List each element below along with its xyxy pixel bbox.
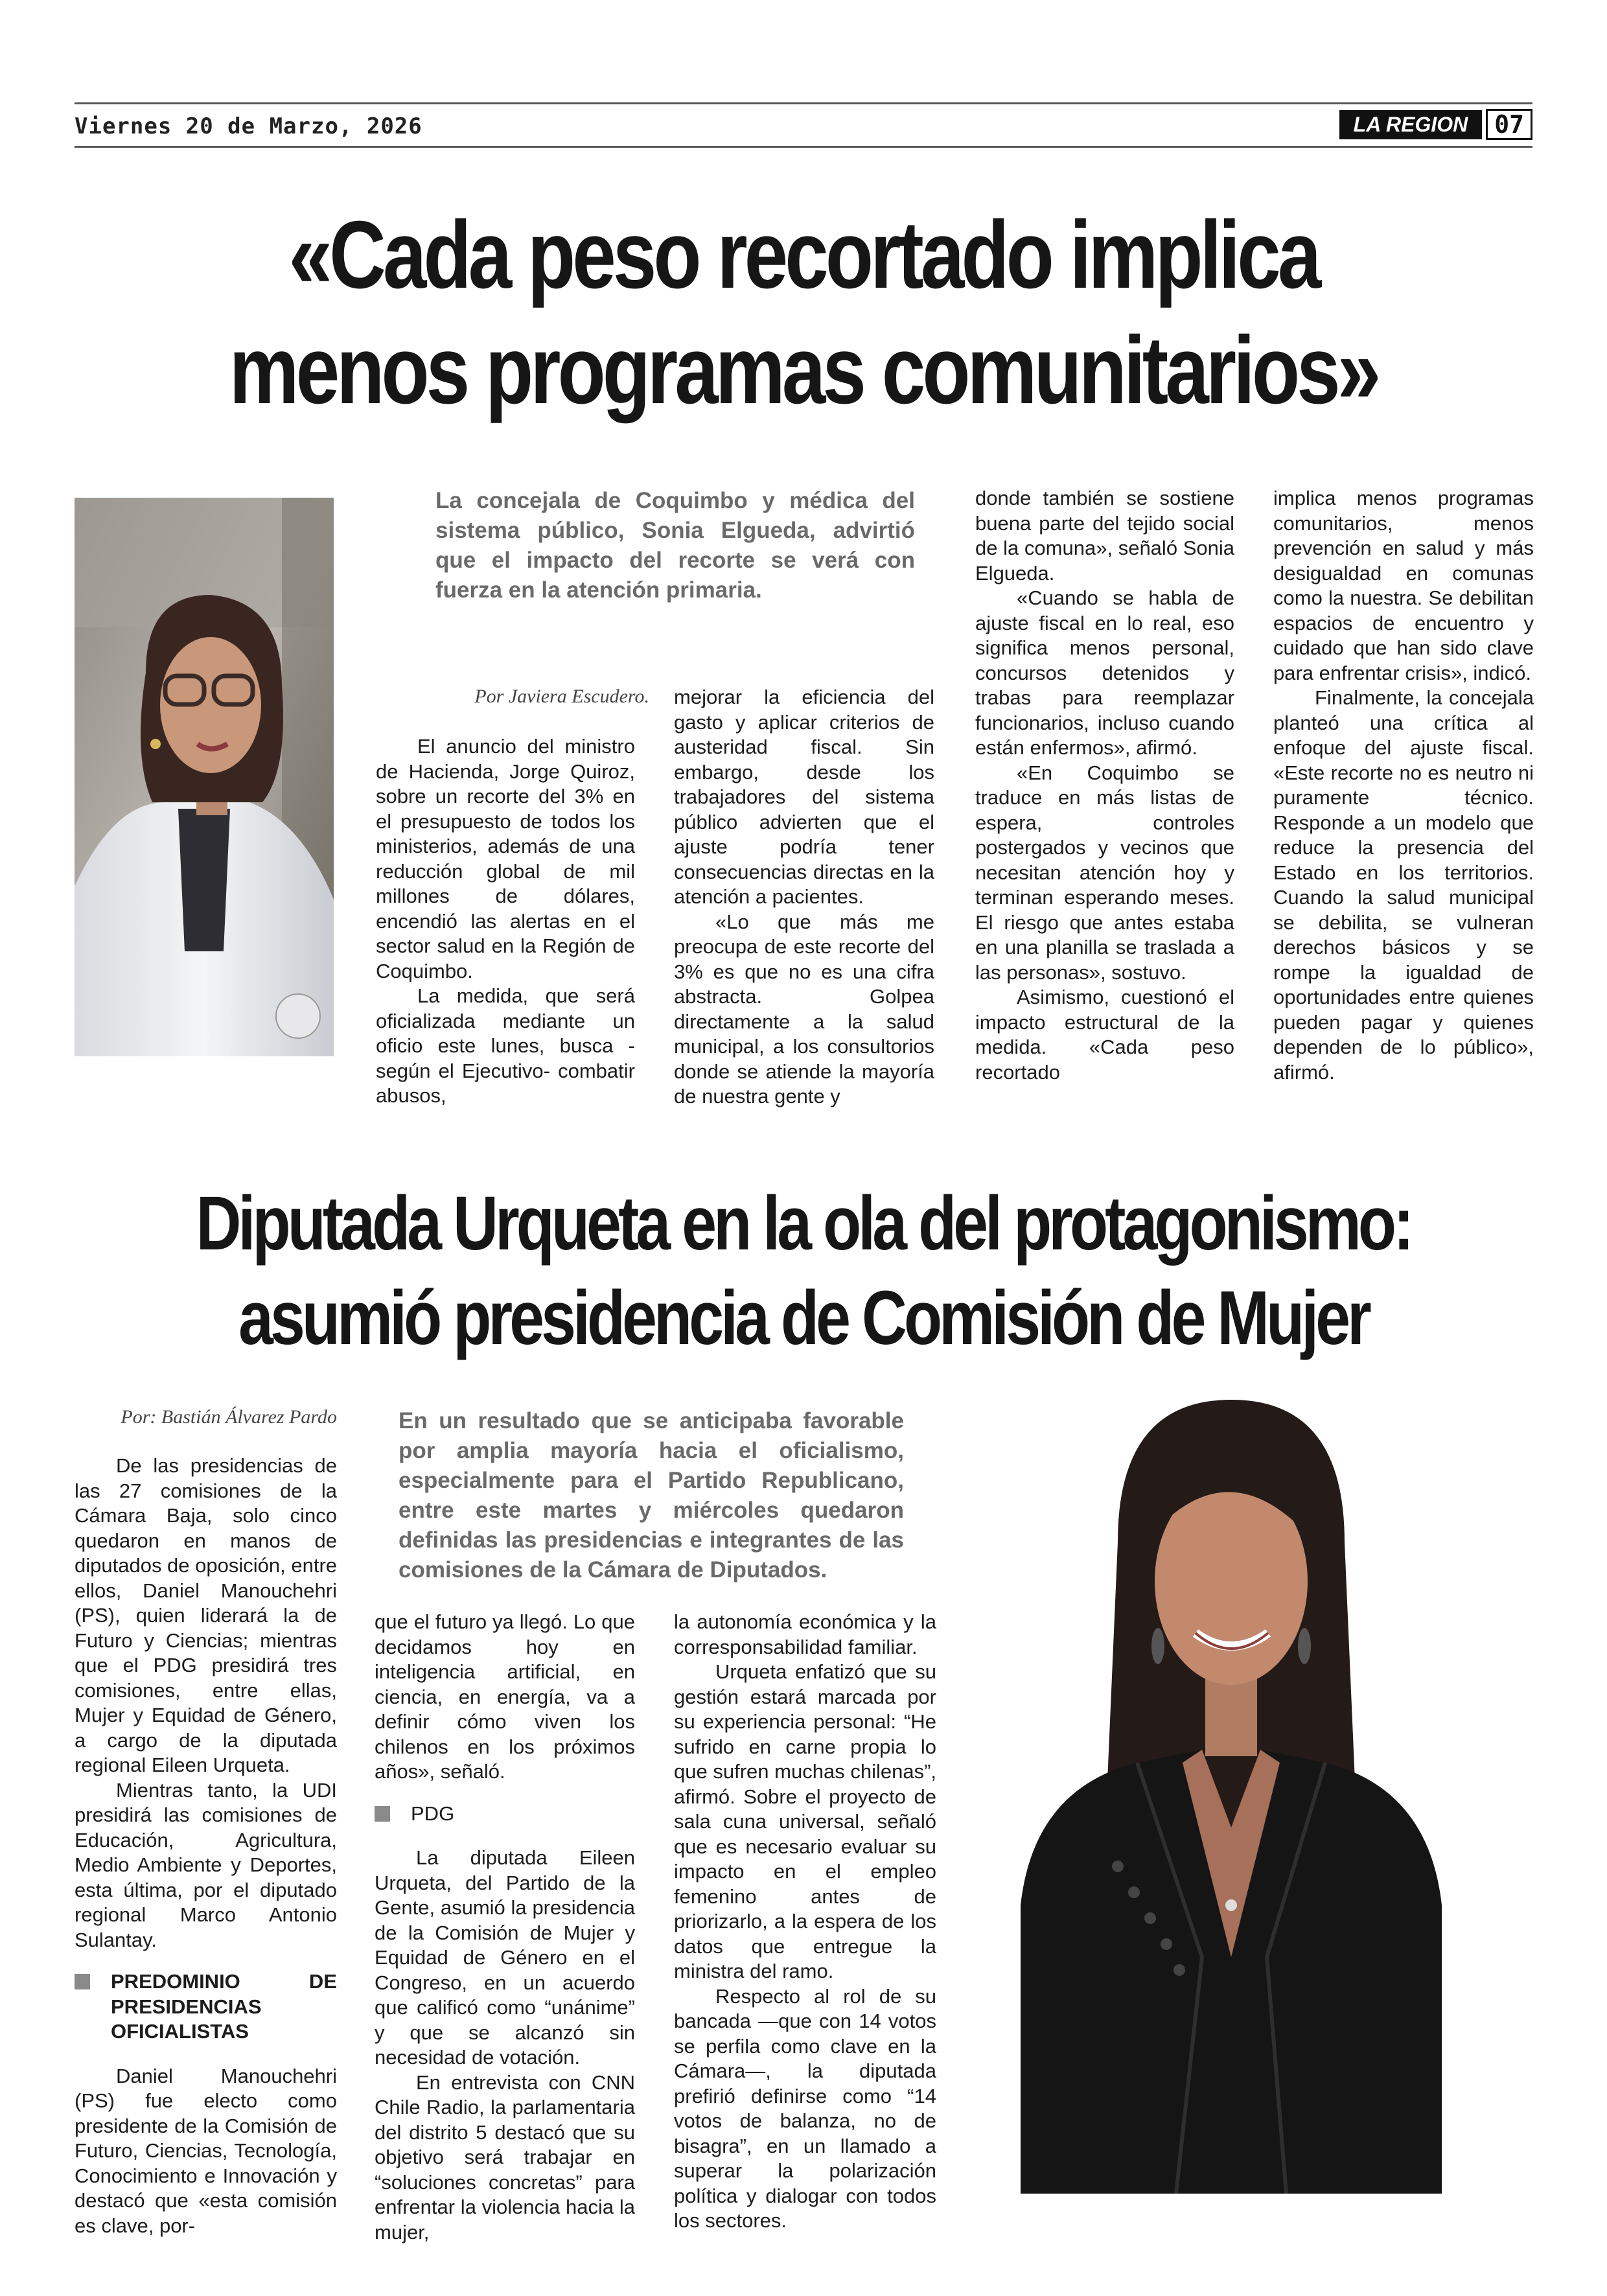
paragraph: la autonomía económica y la corresponsabilidad familiar. <box>674 1610 936 1658</box>
page-number: 07 <box>1486 109 1532 140</box>
paragraph: «Cuando se habla de ajuste fiscal en lo real, eso significa menos personal, concursos detenidos y trabas para reemplazar funcionarios, incluso cuando están enfermos», afirmó. <box>975 586 1234 759</box>
paragraph: «En Coquimbo se traduce en más listas de espera, controles postergados y vecinos que necesitan atención hoy y terminan esperando meses. El riesgo que antes estaba en una planilla se traslada a las personas», sostuvo. <box>975 761 1234 984</box>
bullet-square-icon <box>375 1806 390 1822</box>
article2-column-2 <box>375 1610 635 2245</box>
paragraph: La diputada Eileen Urqueta, del Partido de la Gente, asumió la presidencia de la Comisión de Mujer y Equidad de Género en el Congreso, en un acuerdo que calificó como “unánime” y que se alcanzó sin necesidad de votación. <box>375 1846 635 2069</box>
article1-column-3 <box>975 486 1234 1085</box>
paragraph: donde también se sostiene buena parte del tejido social de la comuna», señaló Sonia Elgueda. <box>975 487 1234 585</box>
paragraph: En entrevista con CNN Chile Radio, la parlamentaria del distrito 5 destacó que su objetivo será trabajar en “soluciones concretas” para enfrentar la violencia hacia la mujer, <box>375 2070 635 2244</box>
article2-column-1 <box>75 1454 337 2238</box>
paragraph: Urqueta enfatizó que su gestión estará marcada por su experiencia personal: “He sufrido en carne propia lo que sufren muchas chilenas”, afirmó. Sobre el proyecto de sala cuna universal, señaló que es necesario evaluar su impacto en el empleo femenino antes de priorizarlo, a la espera de los datos que entregue la ministra del ramo. <box>674 1660 936 1982</box>
header-bottom-rule <box>75 146 1532 148</box>
header-top-rule <box>75 102 1532 104</box>
paragraph: Asimismo, cuestionó el impacto estructural de la medida. «Cada peso recortado <box>975 986 1234 1084</box>
subheading-pdg <box>375 1802 635 1827</box>
paragraph: Daniel Manouchehri (PS) fue electo como presidente de la Comisión de Futuro, Ciencias, Tecnología, Conocimiento e Innovación y destacó que «esta comisión es clave, por- <box>75 2064 337 2237</box>
masthead <box>1339 109 1532 140</box>
paragraph: De las presidencias de las 27 comisiones de la Cámara Baja, solo cinco quedaron en manos de diputados de oposición, entre ellos, Daniel Manouchehri (PS), quien liderará la de Futuro y Ciencias; mientras que el PDG presidirá tres comisiones, entre ellas, Mujer y Equidad de Género, a cargo de la diputada regional Eileen Urqueta. <box>75 1454 338 1776</box>
paragraph: implica menos programas comunitarios, menos prevención en salud y más desigualdad en comunas como la nuestra. Se debilitan espacios de encuentro y cuidado que han sido clave para enfrentar crisis», indicó. <box>1273 487 1534 684</box>
paragraph: mejorar la eficiencia del gasto y aplicar criterios de austeridad fiscal. Sin embargo, desde los trabajadores del sistema público advierten que el ajuste podría tener consecuencias directas en la atención a pacientes. <box>674 686 934 908</box>
paragraph: El anuncio del ministro de Hacienda, Jorge Quiroz, sobre un recorte del 3% en el presupuesto de todos los ministerios, además de una reducción global de mil millones de dólares, encendió las alertas en el sector salud en la Región de Coquimbo. <box>376 735 635 982</box>
paragraph: Finalmente, la concejala planteó una crítica al enfoque del ajuste fiscal. «Este recorte no es neutro ni puramente técnico. Responde a un modelo que reduce la presencia del Estado en los territorios. Cuando la salud municipal se debilita, se vulneran derechos básicos y se rompe la igualdad de oportunidades entre quienes pueden pagar y quienes dependen de lo público», afirmó. <box>1273 686 1534 1084</box>
article1-column-1 <box>376 734 635 1109</box>
article2-headline-line1: Diputada Urqueta en la ola del protagonismo: <box>196 1181 1411 1266</box>
article1-headline <box>145 198 1462 428</box>
article2-headline <box>145 1176 1462 1365</box>
article1-byline: Por Javiera Escudero. <box>474 686 649 707</box>
article2-byline: Por: Bastián Álvarez Pardo <box>121 1406 337 1428</box>
eileen-urqueta-photo <box>1008 1374 1455 2194</box>
paragraph: que el futuro ya llegó. Lo que decidamos hoy en inteligencia artificial, en ciencia, en energía, va a definir cómo viven los chilenos en los próximos años», señaló. <box>375 1610 635 1783</box>
article1-headline-line1: «Cada peso recortado implica <box>288 202 1319 308</box>
header-date: Viernes 20 de Marzo, 2026 <box>75 113 422 139</box>
article2-headline-line2: asumió presidencia de Comisión de Mujer <box>238 1275 1369 1361</box>
paragraph: Respecto al rol de su bancada —que con 14 votos se perfila como clave en la Cámara—, la diputada prefirió definirse como “14 votos de balanza, no de bisagra”, en un llamado a superar la polarización política y dialogar con todos los sectores. <box>674 1984 936 2232</box>
article1-column-4 <box>1273 486 1534 1085</box>
paragraph: La medida, que será oficializada mediante un oficio este lunes, busca -según el Ejecutivo- combatir abusos, <box>376 984 635 1107</box>
newspaper-name: LA REGION <box>1339 110 1483 139</box>
subheading-text: PREDOMINIO DE PRESIDENCIAS OFICIALISTAS <box>111 1970 337 2043</box>
bullet-square-icon <box>75 1974 90 1989</box>
paragraph: Mientras tanto, la UDI presidirá las comisiones de Educación, Agricultura, Medio Ambiente y Deportes, esta última, por el diputado regional Marco Antonio Sulantay. <box>75 1778 337 1951</box>
subheading-text: PDG <box>411 1802 455 1825</box>
sonia-elgueda-photo <box>75 498 334 1056</box>
article2-column-3 <box>674 1610 936 2234</box>
subheading-predominio <box>75 1969 337 2045</box>
article1-lead: La concejala de Coquimbo y médica del sistema público, Sonia Elgueda, advirtió que el impacto del recorte se verá con fuerza en la atención primaria. <box>435 488 915 603</box>
article1-column-2 <box>674 685 934 1109</box>
article2-lead: En un resultado que se anticipaba favorable por amplia mayoría hacia el oficialismo, especialmente para el Partido Republicano, entre este martes y miércoles quedaron definidas las presidencias e integrantes de las comisiones de la Cámara de Diputados. <box>399 1408 904 1583</box>
paragraph: «Lo que más me preocupa de este recorte del 3% es que no es una cifra abstracta. Golpea directamente a la salud municipal, a los consultorios donde se atiende la mayoría de nuestra gente y <box>674 910 934 1107</box>
article1-headline-line2: menos programas comunitarios» <box>229 317 1378 424</box>
